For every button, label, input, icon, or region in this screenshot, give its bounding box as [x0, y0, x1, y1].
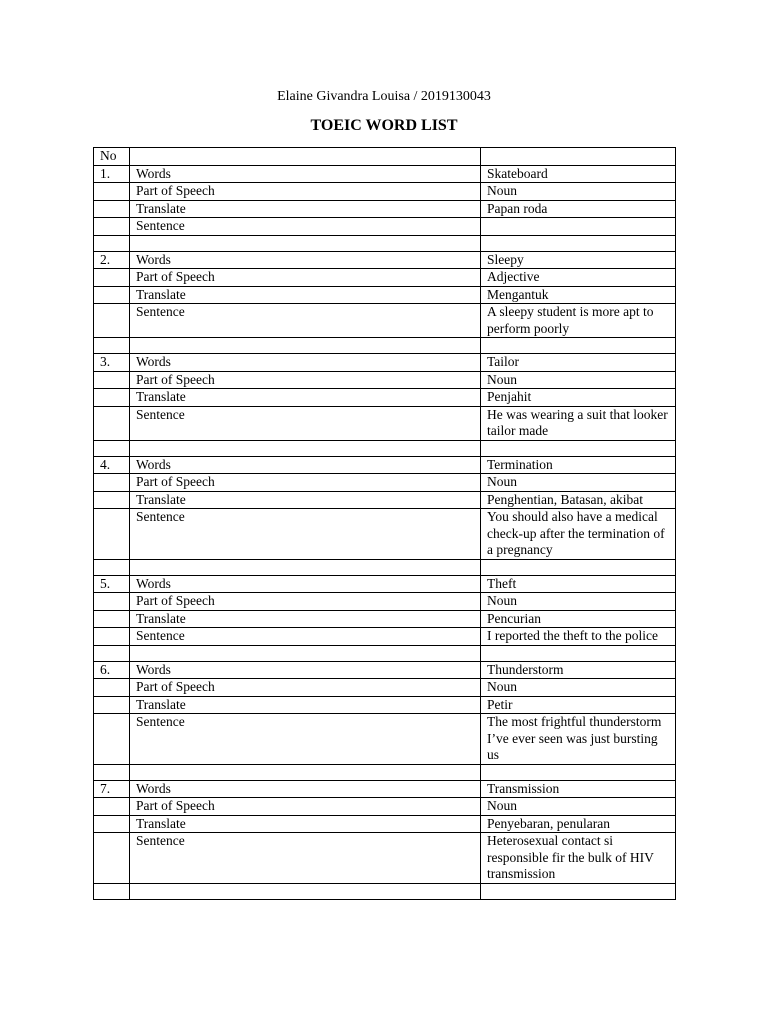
- table-row: [94, 218, 676, 236]
- field-value-cell: Mengantuk: [481, 286, 676, 304]
- field-value-cell: Noun: [481, 371, 676, 389]
- entry-number-cell: [94, 304, 130, 338]
- field-label-cell: Part of Speech: [130, 798, 481, 816]
- field-value-cell: You should also have a medical check-up after the termination of a pregnancy: [481, 509, 676, 560]
- empty-cell: [94, 440, 130, 456]
- entry-number-cell: 6.: [94, 661, 130, 679]
- word-list-body: [94, 148, 676, 900]
- field-label-cell: Sentence: [130, 628, 481, 646]
- field-label-cell: Sentence: [130, 304, 481, 338]
- field-value-cell: Noun: [481, 183, 676, 201]
- empty-cell: [130, 883, 481, 899]
- header-value-cell: [481, 148, 676, 166]
- field-value-cell: A sleepy student is more apt to perform poorly: [481, 304, 676, 338]
- field-label-cell: Words: [130, 354, 481, 372]
- table-row: [94, 491, 676, 509]
- document-title: TOEIC WORD LIST: [310, 117, 458, 134]
- empty-cell: [130, 440, 481, 456]
- empty-cell: [130, 764, 481, 780]
- field-value-cell: Termination: [481, 456, 676, 474]
- field-value-cell: Noun: [481, 679, 676, 697]
- entry-number-cell: [94, 593, 130, 611]
- field-label-cell: Words: [130, 165, 481, 183]
- entry-number-cell: [94, 218, 130, 236]
- field-value-cell: Thunderstorm: [481, 661, 676, 679]
- empty-cell: [130, 235, 481, 251]
- table-row: [94, 714, 676, 765]
- field-label-cell: Translate: [130, 491, 481, 509]
- field-label-cell: Words: [130, 456, 481, 474]
- field-label-cell: Part of Speech: [130, 679, 481, 697]
- field-value-cell: Papan roda: [481, 200, 676, 218]
- entry-number-cell: [94, 200, 130, 218]
- field-value-cell: The most frightful thunderstorm I’ve ever seen was just bursting us: [481, 714, 676, 765]
- table-row: [94, 286, 676, 304]
- entry-number-cell: [94, 798, 130, 816]
- empty-cell: [481, 440, 676, 456]
- entry-number-cell: [94, 815, 130, 833]
- table-spacer-row: [94, 338, 676, 354]
- entry-number-cell: [94, 269, 130, 287]
- entry-number-cell: [94, 406, 130, 440]
- table-row: [94, 628, 676, 646]
- table-spacer-row: [94, 764, 676, 780]
- empty-cell: [94, 338, 130, 354]
- field-value-cell: Sleepy: [481, 251, 676, 269]
- table-spacer-row: [94, 559, 676, 575]
- empty-cell: [130, 559, 481, 575]
- entry-number-cell: [94, 286, 130, 304]
- entry-number-cell: [94, 491, 130, 509]
- table-spacer-row: [94, 440, 676, 456]
- header-field-cell: [130, 148, 481, 166]
- field-label-cell: Words: [130, 251, 481, 269]
- table-spacer-row: [94, 645, 676, 661]
- field-label-cell: Sentence: [130, 218, 481, 236]
- field-value-cell: Tailor: [481, 354, 676, 372]
- field-label-cell: Sentence: [130, 714, 481, 765]
- field-value-cell: Noun: [481, 474, 676, 492]
- field-label-cell: Part of Speech: [130, 183, 481, 201]
- table-spacer-row: [94, 235, 676, 251]
- table-row: [94, 610, 676, 628]
- table-spacer-row: [94, 883, 676, 899]
- entry-number-cell: 5.: [94, 575, 130, 593]
- field-label-cell: Part of Speech: [130, 371, 481, 389]
- field-label-cell: Part of Speech: [130, 593, 481, 611]
- field-value-cell: Skateboard: [481, 165, 676, 183]
- entry-number-cell: [94, 474, 130, 492]
- field-value-cell: He was wearing a suit that looker tailor made: [481, 406, 676, 440]
- entry-number-cell: [94, 371, 130, 389]
- empty-cell: [481, 764, 676, 780]
- table-row: [94, 251, 676, 269]
- table-row: [94, 474, 676, 492]
- entry-number-cell: [94, 628, 130, 646]
- empty-cell: [94, 645, 130, 661]
- entry-number-cell: [94, 696, 130, 714]
- empty-cell: [94, 235, 130, 251]
- field-value-cell: Theft: [481, 575, 676, 593]
- empty-cell: [481, 645, 676, 661]
- word-list-table: [93, 147, 676, 900]
- table-row: [94, 815, 676, 833]
- table-row: [94, 575, 676, 593]
- field-value-cell: [481, 218, 676, 236]
- field-label-cell: Words: [130, 780, 481, 798]
- field-value-cell: Penghentian, Batasan, akibat: [481, 491, 676, 509]
- field-label-cell: Sentence: [130, 833, 481, 884]
- entry-number-cell: [94, 509, 130, 560]
- entry-number-cell: [94, 183, 130, 201]
- header-no-cell: No: [94, 148, 130, 166]
- table-row: [94, 833, 676, 884]
- field-label-cell: Words: [130, 661, 481, 679]
- table-row: [94, 456, 676, 474]
- table-row: [94, 780, 676, 798]
- table-header-row: [94, 148, 676, 166]
- empty-cell: [130, 645, 481, 661]
- field-label-cell: Sentence: [130, 509, 481, 560]
- field-value-cell: Noun: [481, 593, 676, 611]
- empty-cell: [94, 764, 130, 780]
- empty-cell: [130, 338, 481, 354]
- field-label-cell: Translate: [130, 286, 481, 304]
- entry-number-cell: [94, 679, 130, 697]
- field-label-cell: Sentence: [130, 406, 481, 440]
- table-row: [94, 679, 676, 697]
- empty-cell: [481, 338, 676, 354]
- empty-cell: [94, 883, 130, 899]
- table-row: [94, 304, 676, 338]
- field-label-cell: Words: [130, 575, 481, 593]
- field-value-cell: Heterosexual contact si responsible fir the bulk of HIV transmission: [481, 833, 676, 884]
- empty-cell: [481, 883, 676, 899]
- table-row: [94, 200, 676, 218]
- table-row: [94, 798, 676, 816]
- field-label-cell: Part of Speech: [130, 474, 481, 492]
- field-value-cell: Penyebaran, penularan: [481, 815, 676, 833]
- field-label-cell: Translate: [130, 815, 481, 833]
- entry-number-cell: 4.: [94, 456, 130, 474]
- entry-number-cell: [94, 610, 130, 628]
- empty-cell: [481, 235, 676, 251]
- table-row: [94, 406, 676, 440]
- field-label-cell: Part of Speech: [130, 269, 481, 287]
- entry-number-cell: 2.: [94, 251, 130, 269]
- field-value-cell: I reported the theft to the police: [481, 628, 676, 646]
- entry-number-cell: [94, 389, 130, 407]
- table-row: [94, 354, 676, 372]
- field-label-cell: Translate: [130, 389, 481, 407]
- field-value-cell: Penjahit: [481, 389, 676, 407]
- table-row: [94, 165, 676, 183]
- table-row: [94, 269, 676, 287]
- empty-cell: [481, 559, 676, 575]
- entry-number-cell: 3.: [94, 354, 130, 372]
- entry-number-cell: [94, 714, 130, 765]
- table-row: [94, 509, 676, 560]
- field-value-cell: Adjective: [481, 269, 676, 287]
- field-value-cell: Pencurian: [481, 610, 676, 628]
- field-label-cell: Translate: [130, 200, 481, 218]
- table-row: [94, 183, 676, 201]
- field-value-cell: Petir: [481, 696, 676, 714]
- author-line: Elaine Givandra Louisa / 2019130043: [277, 89, 491, 104]
- table-row: [94, 593, 676, 611]
- entry-number-cell: 1.: [94, 165, 130, 183]
- entry-number-cell: 7.: [94, 780, 130, 798]
- table-row: [94, 389, 676, 407]
- table-row: [94, 696, 676, 714]
- empty-cell: [94, 559, 130, 575]
- table-row: [94, 371, 676, 389]
- field-value-cell: Noun: [481, 798, 676, 816]
- field-value-cell: Transmission: [481, 780, 676, 798]
- field-label-cell: Translate: [130, 696, 481, 714]
- entry-number-cell: [94, 833, 130, 884]
- field-label-cell: Translate: [130, 610, 481, 628]
- table-row: [94, 661, 676, 679]
